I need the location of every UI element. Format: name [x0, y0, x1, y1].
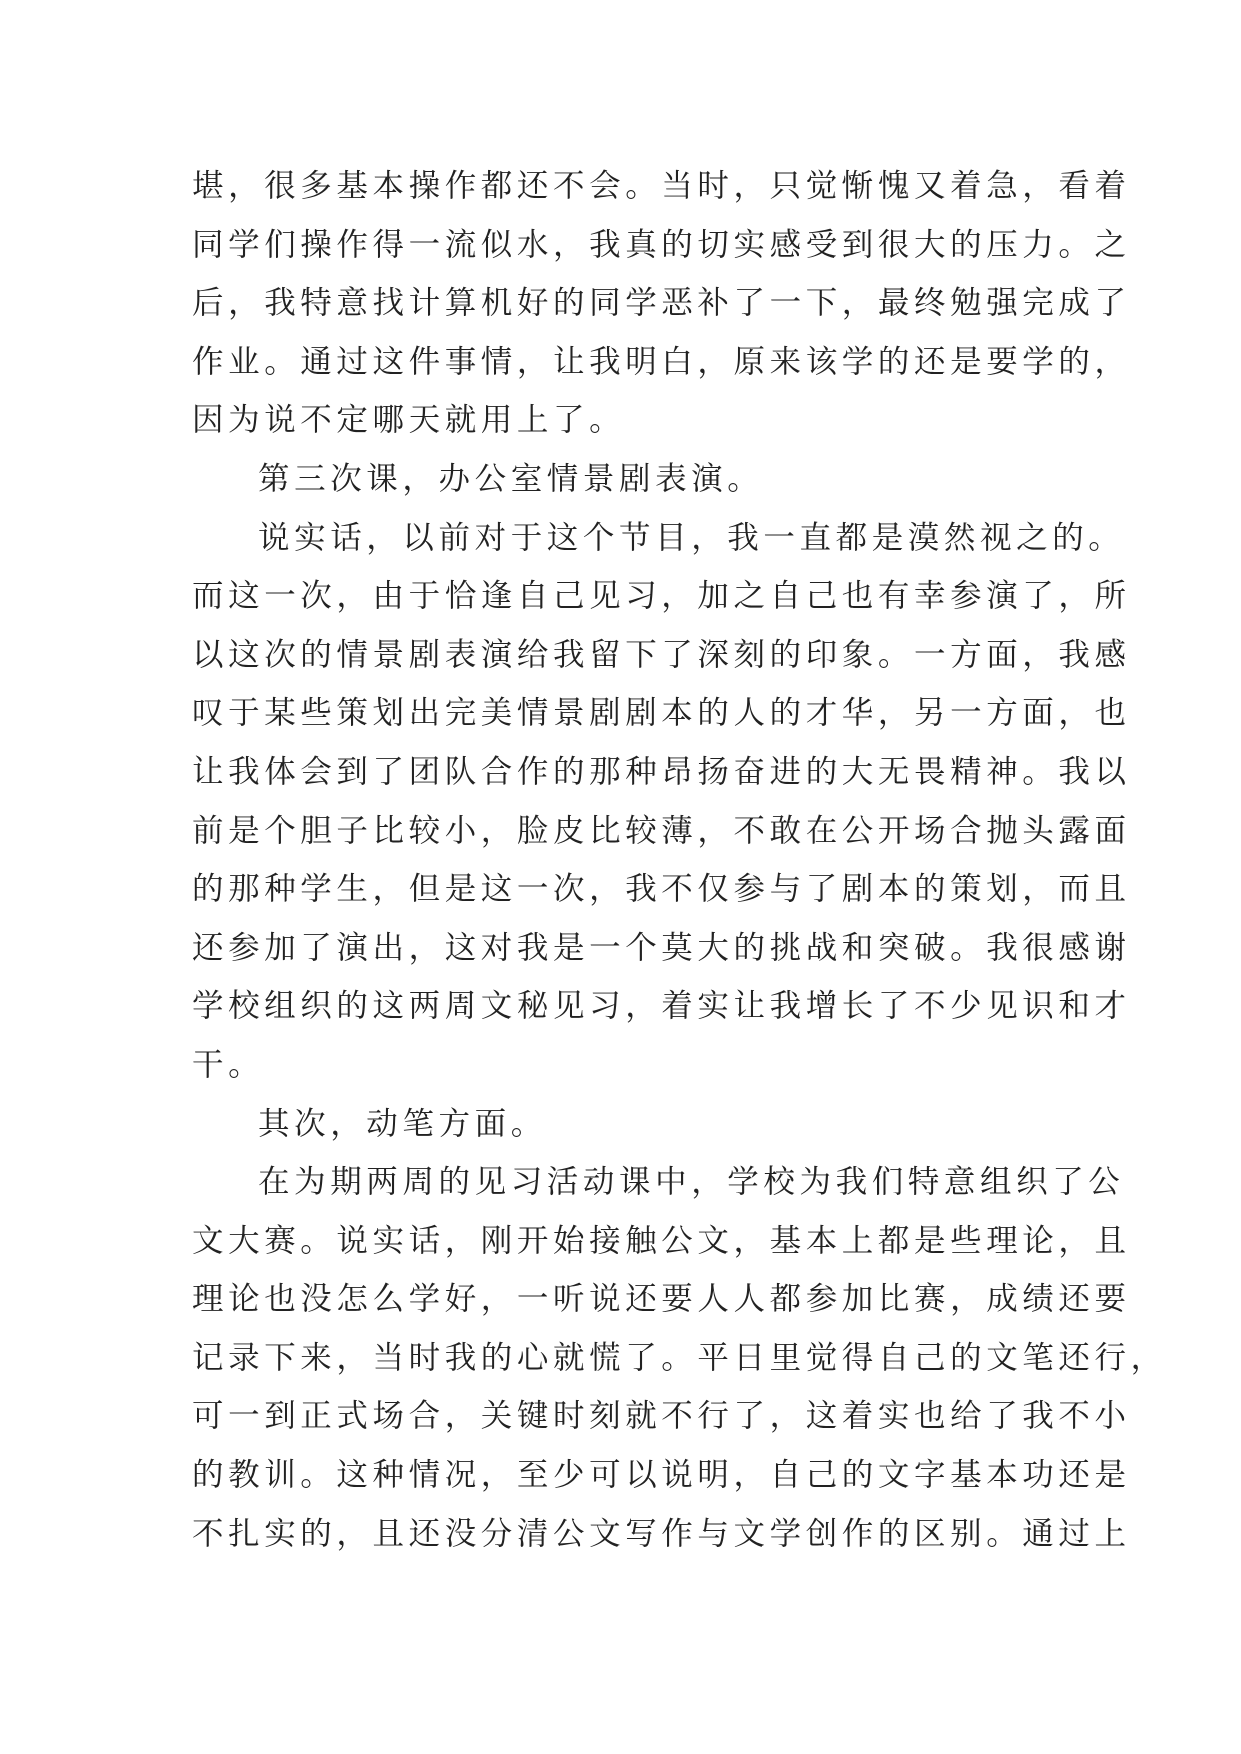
text-line: 其次，动笔方面。 — [258, 1105, 547, 1142]
text-line: 前是个胆子比较小，脸皮比较薄，不敢在公开场合抛头露面 — [192, 812, 1131, 849]
text-line: 第三次课，办公室情景剧表演。 — [258, 460, 764, 497]
text-line: 让我体会到了团队合作的那种昂扬奋进的大无畏精神。我以 — [192, 753, 1131, 790]
text-line: 以这次的情景剧表演给我留下了深刻的印象。一方面，我感 — [192, 636, 1131, 673]
text-line: 还参加了演出，这对我是一个莫大的挑战和突破。我很感谢 — [192, 929, 1131, 966]
document-body — [192, 157, 1167, 1563]
text-line: 堪，很多基本操作都还不会。当时，只觉惭愧又着急，看着 — [192, 168, 1131, 204]
text-line: 文大赛。说实话，刚开始接触公文，基本上都是些理论，且 — [192, 1222, 1131, 1259]
text-line: 同学们操作得一流似水，我真的切实感受到很大的压力。之 — [192, 226, 1131, 263]
text-line: 后，我特意找计算机好的同学恶补了一下，最终勉强完成了 — [192, 285, 1131, 322]
text-line: 在为期两周的见习活动课中，学校为我们特意组织了公 — [258, 1164, 1125, 1201]
text-line: 作业。通过这件事情，让我明白，原来该学的还是要学的， — [192, 343, 1131, 380]
text-line: 学校组织的这两周文秘见习，着实让我增长了不少见识和才 — [192, 988, 1131, 1025]
text-line: 因为说不定哪天就用上了。 — [192, 402, 626, 439]
text-line: 说实话，以前对于这个节目，我一直都是漠然视之的。 — [258, 519, 1125, 556]
text-line: 干。 — [192, 1046, 265, 1083]
text-line: 记录下来，当时我的心就慌了。平日里觉得自己的文笔还行， — [192, 1339, 1167, 1376]
text-line: 而这一次，由于恰逢自己见习，加之自己也有幸参演了，所 — [192, 578, 1131, 615]
text-line: 理论也没怎么学好，一听说还要人人都参加比赛，成绩还要 — [192, 1281, 1131, 1318]
text-line: 的那种学生，但是这一次，我不仅参与了剧本的策划，而且 — [192, 871, 1131, 908]
text-line: 不扎实的，且还没分清公文写作与文学创作的区别。通过上 — [192, 1515, 1131, 1552]
text-line: 叹于某些策划出完美情景剧剧本的人的才华，另一方面，也 — [192, 695, 1131, 732]
text-line: 可一到正式场合，关键时刻就不行了，这着实也给了我不小 — [192, 1398, 1131, 1435]
text-line: 的教训。这种情况，至少可以说明，自己的文字基本功还是 — [192, 1457, 1131, 1494]
